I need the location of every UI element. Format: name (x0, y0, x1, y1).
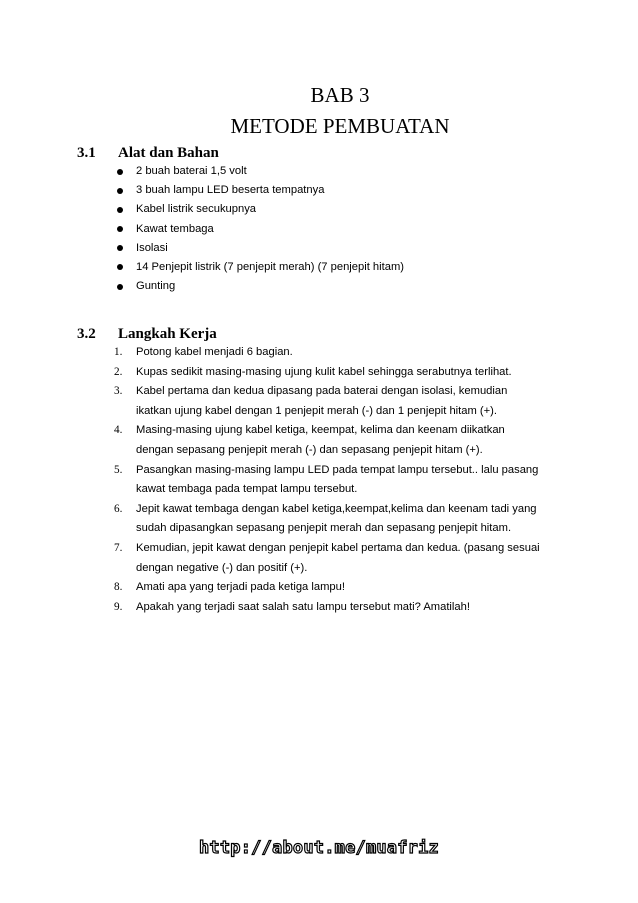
step-number: 6. (114, 502, 123, 515)
list-item (114, 461, 540, 500)
list-item: 3 buah lampu LED beserta tempatnya (114, 181, 404, 200)
step-text: Pasangkan masing-masing lampu LED pada tempat lampu tersebut.. lalu pasang kawat tembaga pada tempat lampu tersebut. (136, 463, 539, 496)
bullet-icon (117, 188, 123, 194)
list-item (114, 539, 540, 578)
section-heading-alat-bahan (77, 144, 219, 162)
step-number: 4. (114, 424, 123, 437)
step-number: 8. (114, 581, 123, 594)
step-text: Apakah yang terjadi saat salah satu lampu tersebut mati? Amatilah! (136, 600, 470, 613)
step-number: 3. (114, 385, 123, 398)
bullet-icon (117, 264, 123, 270)
step-number: 5. (114, 463, 123, 476)
bullet-icon (117, 169, 123, 175)
step-text: Amati apa yang terjadi pada ketiga lampu! (136, 581, 345, 594)
step-text: Kemudian, jepit kawat dengan penjepit kabel pertama dan kedua. (pasang sesuai dengan negative (-) dan positif (+). (136, 541, 540, 574)
list-item (114, 382, 540, 421)
list-item: Kawat tembaga (114, 220, 404, 239)
list-item (114, 500, 540, 539)
chapter-number: BAB 3 (310, 83, 370, 107)
list-item: 2 buah baterai 1,5 volt (114, 162, 404, 181)
list-item (114, 578, 540, 598)
section-number: 3.2 (77, 326, 96, 342)
section-number: 3.1 (77, 145, 96, 161)
step-number: 9. (114, 600, 123, 613)
footer-link[interactable]: http://about.me/muafriz (198, 838, 439, 858)
bullet-icon (117, 284, 123, 290)
list-item (114, 343, 540, 363)
step-text: Kupas sedikit masing-masing ujung kulit kabel sehingga serabutnya terlihat. (136, 365, 512, 378)
step-number: 7. (114, 541, 123, 554)
section-heading-langkah-kerja (77, 325, 217, 343)
bullet-icon (117, 207, 123, 213)
step-text: Masing-masing ujung kabel ketiga, keempat, kelima dan keenam diikatkan dengan sepasang penjepit merah (-) dan sepasang penjepit hitam (+). (136, 424, 505, 456)
list-item: Isolasi (114, 239, 404, 258)
bullet-icon (117, 226, 123, 232)
list-item (114, 598, 540, 618)
section-title: Langkah Kerja (118, 326, 217, 342)
list-item (114, 421, 540, 460)
step-text: Jepit kawat tembaga dengan kabel ketiga,keempat,kelima dan keenam tadi yang sudah dipasangkan sepasang penjepit merah dan sepasang penjepit hitam. (136, 502, 537, 535)
list-item (114, 363, 540, 383)
step-text: Kabel pertama dan kedua dipasang pada baterai dengan isolasi, kemudian ikatkan ujung kabel dengan 1 penjepit merah (-) dan 1 penjepit hitam (+). (136, 385, 508, 417)
materials-list (114, 162, 404, 296)
list-item: Gunting (114, 277, 404, 296)
bullet-icon (117, 245, 123, 251)
section-title: Alat dan Bahan (118, 145, 219, 161)
chapter-title: METODE PEMBUATAN (230, 114, 450, 138)
steps-list (114, 343, 540, 617)
list-item: 14 Penjepit listrik (7 penjepit merah) (7 penjepit hitam) (114, 258, 404, 277)
step-number: 2. (114, 365, 123, 378)
step-number: 1. (114, 346, 123, 358)
list-item: Kabel listrik secukupnya (114, 200, 404, 219)
step-text: Potong kabel menjadi 6 bagian. (136, 346, 293, 358)
